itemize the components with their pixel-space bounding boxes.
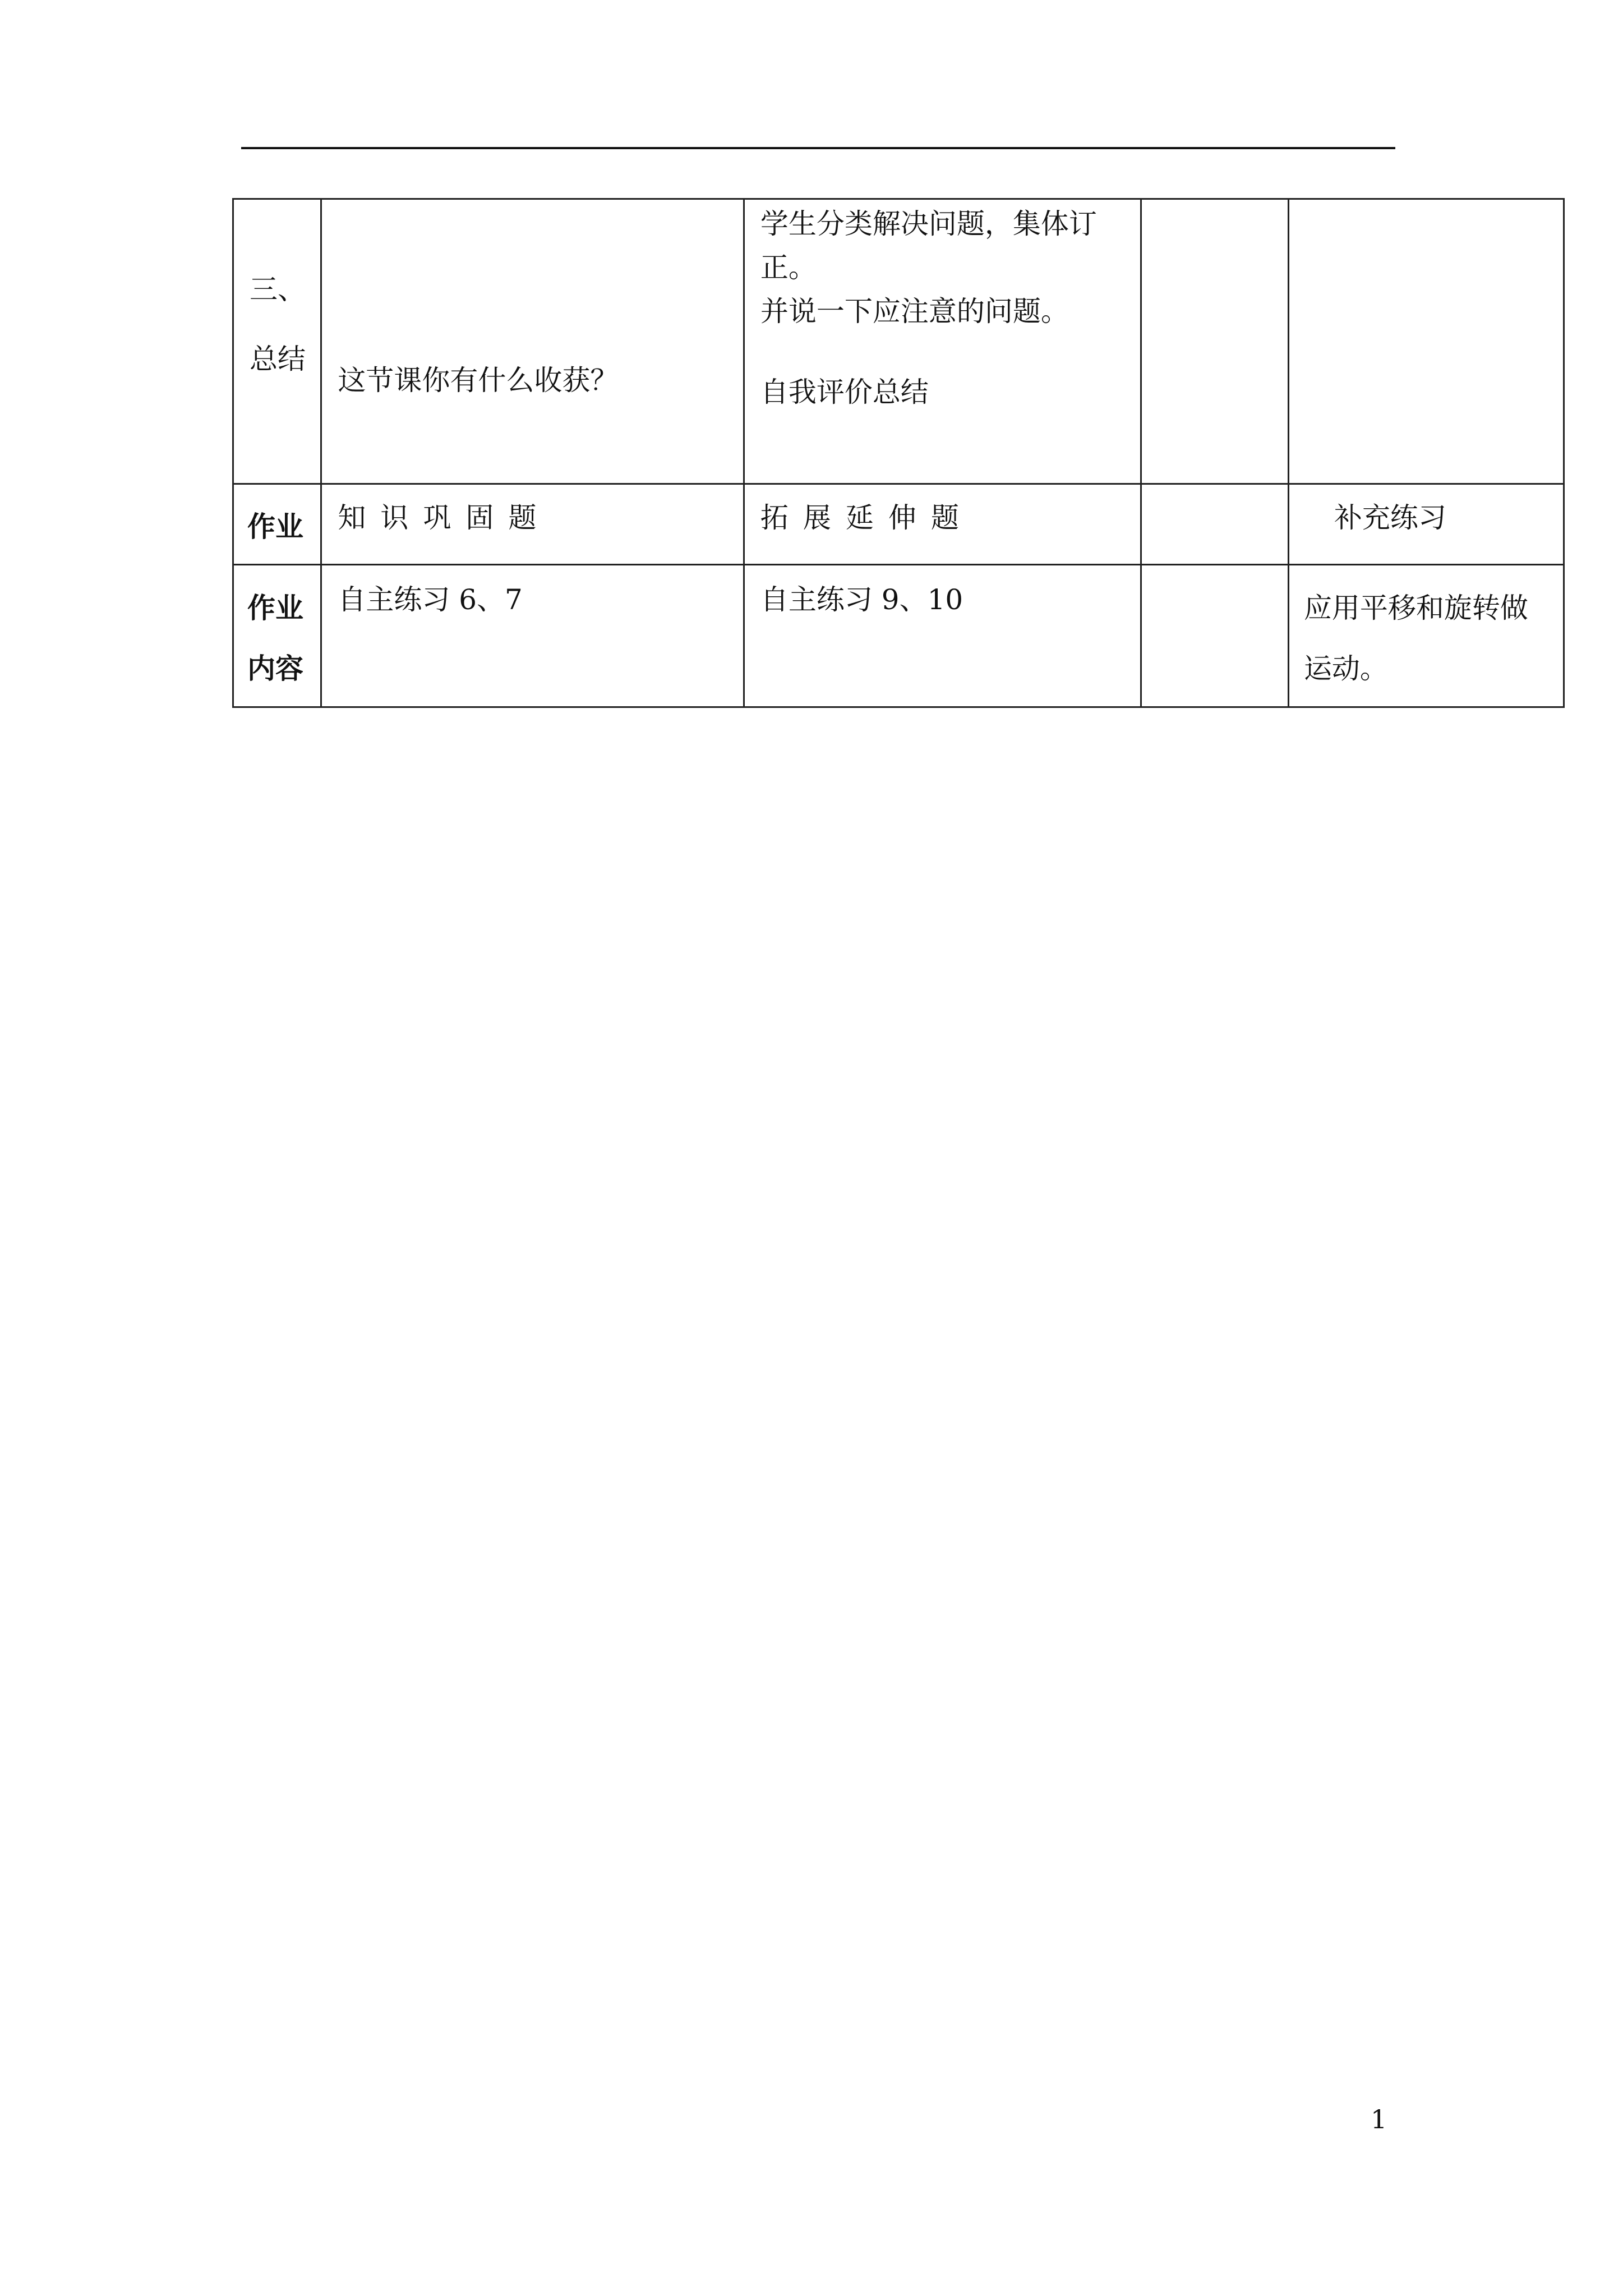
empty-cell: [1288, 199, 1564, 484]
homework-consolidation-cell: [321, 484, 744, 565]
content-label-line2: 内容: [247, 652, 303, 685]
content-label-line1: 作业: [247, 592, 303, 624]
homework-extension: 拓展延伸题: [760, 501, 974, 534]
content-consolidation-cell: [321, 565, 744, 707]
student-activity-line2: 并说一下应注意的问题。: [760, 295, 1069, 328]
content-consolidation: 自主练习 6、7: [338, 583, 523, 616]
page-number: 1: [1371, 2104, 1387, 2134]
homework-label-cell: [233, 484, 321, 565]
stage-label-line1: 三、: [250, 273, 306, 306]
homework-extension-cell: [744, 484, 1141, 565]
stage-label: [250, 255, 306, 394]
stage-cell: [233, 199, 321, 484]
teacher-activity-cell: [321, 199, 744, 484]
stage-label-line2: 总结: [250, 343, 306, 375]
header-rule: [241, 147, 1395, 149]
student-activity-line1: 学生分类解决问题，集体订正。: [760, 208, 1097, 284]
content-supplement: 应用平移和旋转做运动。: [1303, 592, 1528, 685]
homework-supplement: 补充练习: [1334, 501, 1446, 534]
lesson-plan-table: [232, 198, 1565, 708]
homework-label: 作业: [247, 510, 303, 543]
summary-row: [233, 199, 1564, 484]
homework-supplement-cell: [1288, 484, 1564, 565]
student-activity-cell: [744, 199, 1141, 484]
content-label-cell: [233, 565, 321, 707]
student-activity: [760, 202, 1140, 414]
homework-row: [233, 484, 1564, 565]
content-label: [247, 578, 303, 699]
empty-cell: [1141, 484, 1289, 565]
homework-consolidation: 知识巩固题: [338, 501, 551, 534]
content-extension-cell: [744, 565, 1141, 707]
empty-cell: [1141, 199, 1289, 484]
teacher-question: 这节课你有什么收获？: [338, 364, 619, 397]
content-supplement-cell: [1288, 565, 1564, 707]
empty-cell: [1141, 565, 1289, 707]
homework-content-row: [233, 565, 1564, 707]
content-extension: 自主练习 9、10: [760, 583, 963, 616]
student-activity-line3: 自我评价总结: [760, 376, 929, 408]
